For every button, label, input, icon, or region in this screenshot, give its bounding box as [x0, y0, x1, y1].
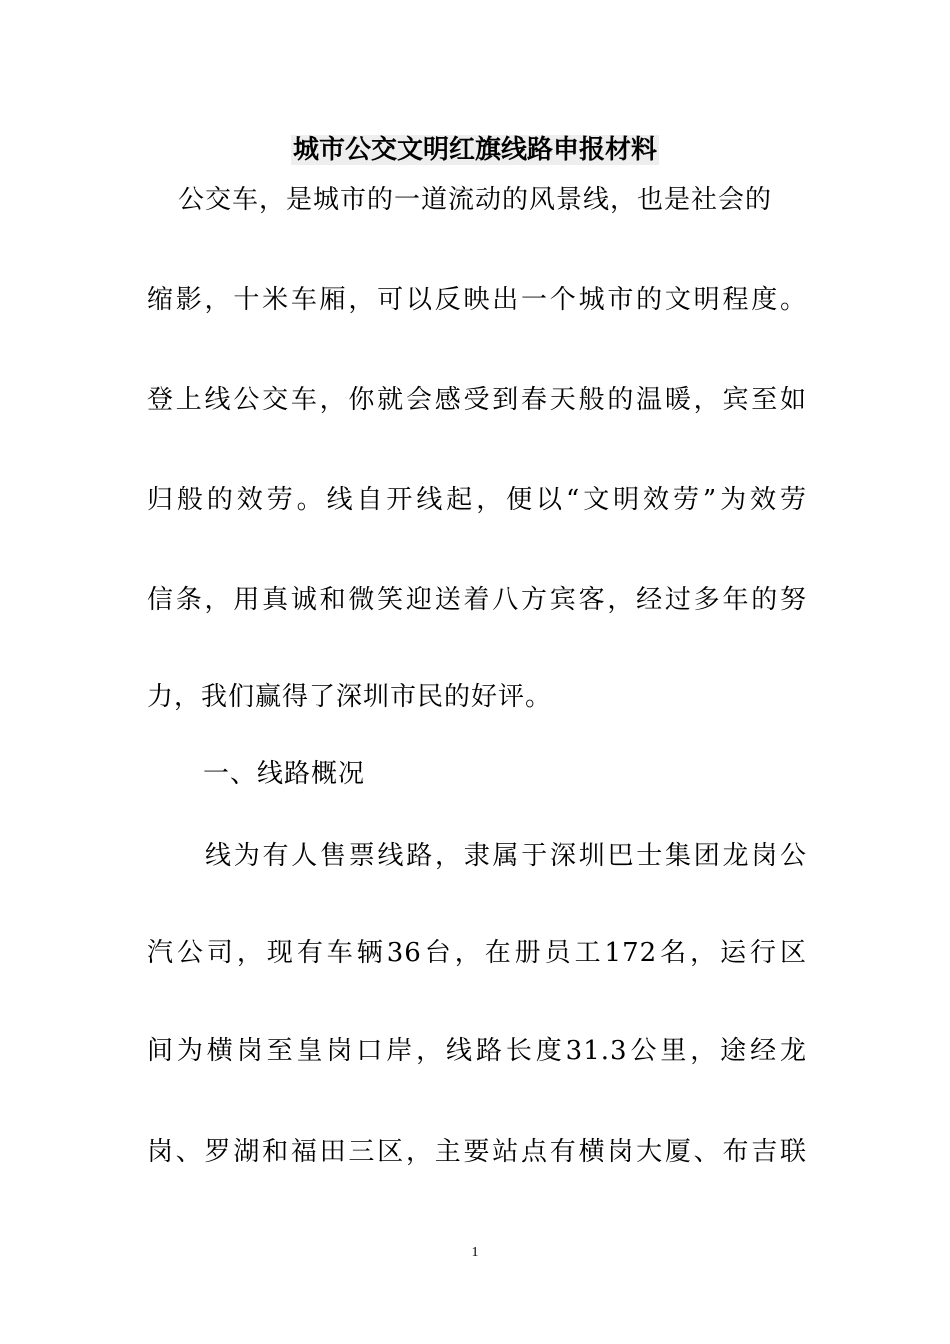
- paragraph-line-1: 公交车，是城市的一道流动的风景线，也是社会的: [178, 185, 773, 215]
- document-title: [0, 128, 950, 172]
- paragraph-line-3: 登上线公交车，你就会感受到春天般的温暖，宾至如: [147, 385, 807, 415]
- page-number: 1: [471, 1245, 479, 1260]
- paragraph-line-6: 力，我们赢得了深圳市民的好评。: [147, 682, 553, 712]
- section-heading-1: 一、线路概况: [203, 759, 366, 789]
- paragraph-line-8: 汽公司，现有车辆36台，在册员工172名，运行区: [147, 938, 807, 968]
- paragraph-line-4: 归般的效劳。线自开线起，便以“文明效劳”为效劳: [147, 485, 807, 515]
- paragraph-line-9: 间为横岗至皇岗口岸，线路长度31.3公里，途经龙: [147, 1036, 807, 1066]
- paragraph-line-5: 信条，用真诚和微笑迎送着八方宾客，经过多年的努: [147, 585, 807, 615]
- document-title-text: 城市公交文明红旗线路申报材料: [292, 135, 657, 165]
- paragraph-line-7: 线为有人售票线路，隶属于深圳巴士集团龙岗公: [205, 841, 807, 871]
- paragraph-line-2: 缩影，十米车厢，可以反映出一个城市的文明程度。: [147, 285, 807, 315]
- paragraph-line-10: 岗、罗湖和福田三区，主要站点有横岗大厦、布吉联: [147, 1137, 807, 1167]
